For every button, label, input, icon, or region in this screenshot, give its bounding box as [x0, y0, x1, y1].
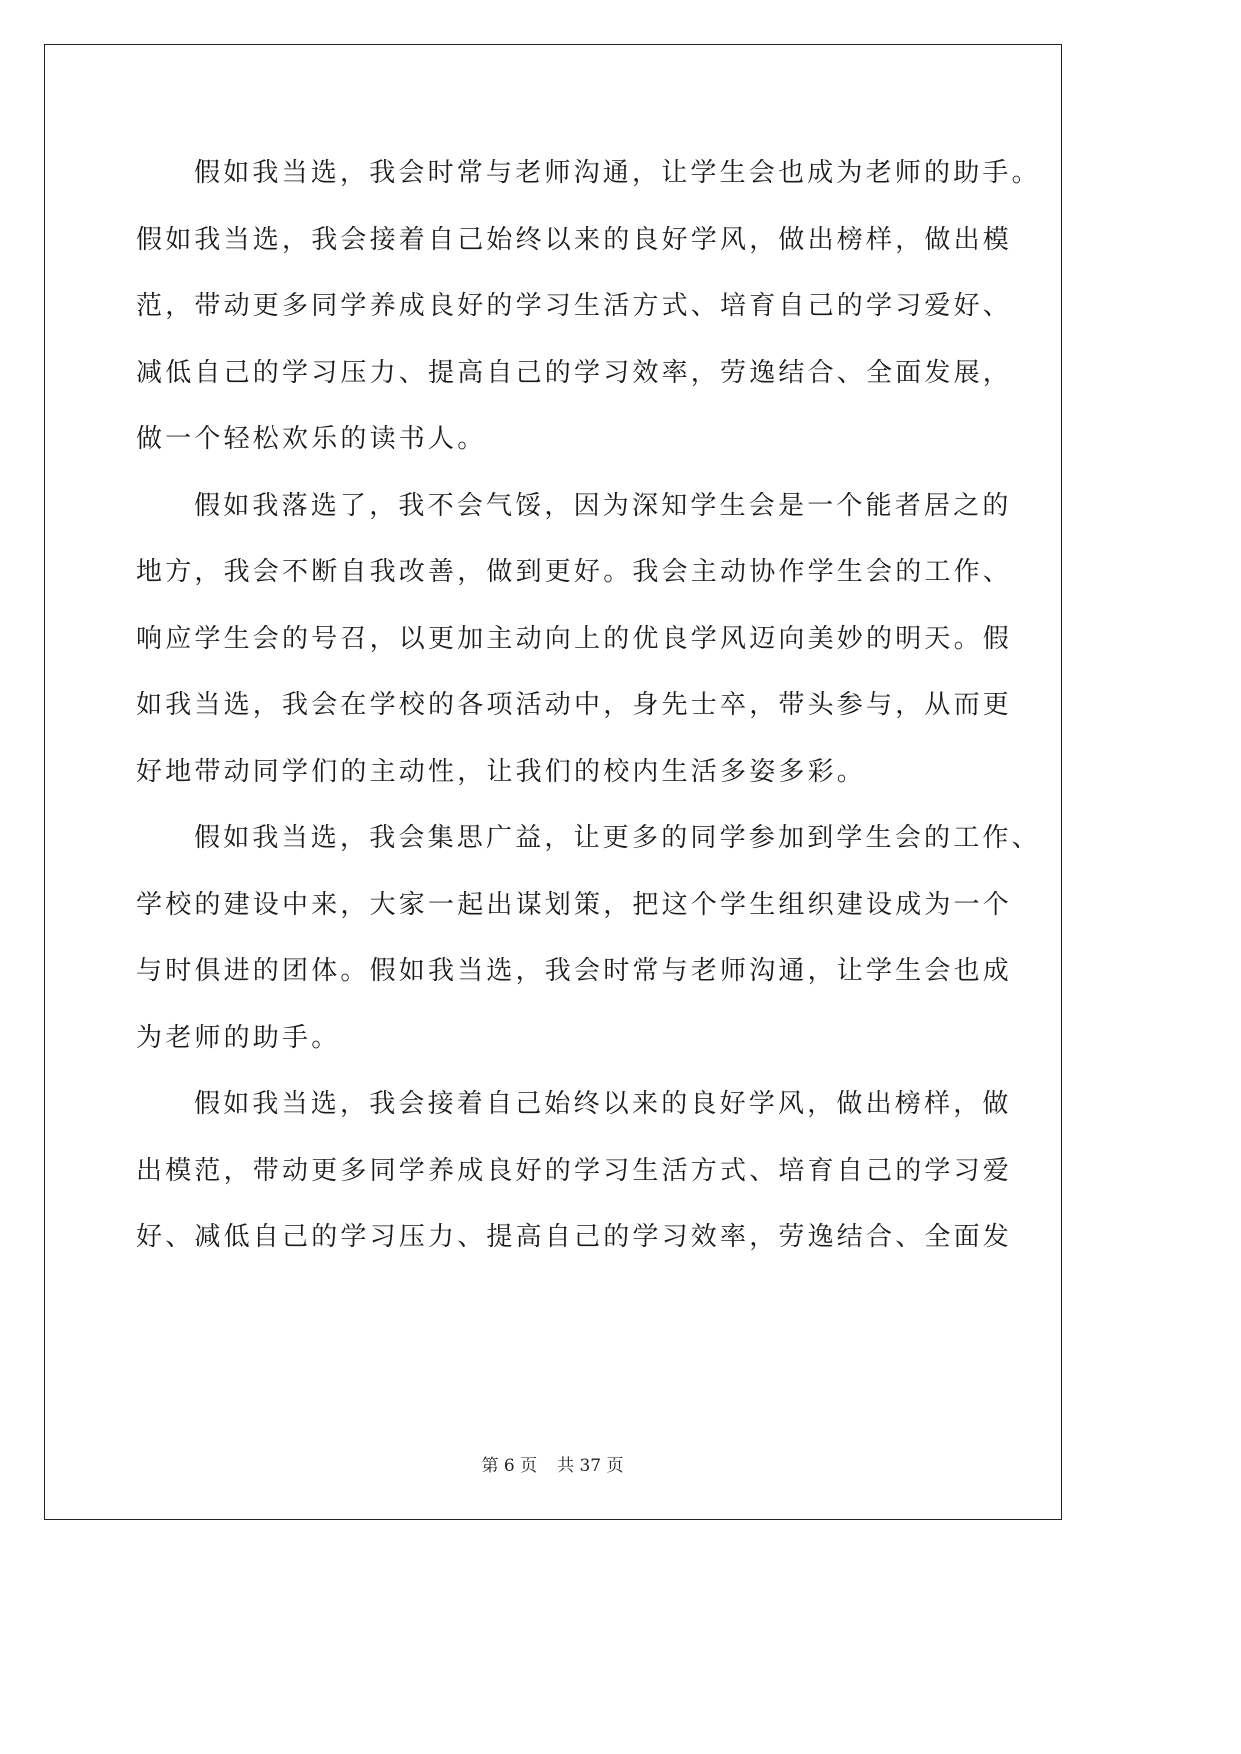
text-line: 减低自己的学习压力、提高自己的学习效率，劳逸结合、全面发展， [136, 357, 1013, 388]
text-line: 范，带动更多同学养成良好的学习生活方式、培育自己的学习爱好、 [136, 291, 1013, 321]
page-footer [0, 1451, 1105, 1476]
text-line: 如我当选，我会在学校的各项活动中，身先士卒，带头参与，从而更 [136, 690, 1013, 720]
text-line: 假如我落选了，我不会气馁，因为深知学生会是一个能者居之的 [194, 490, 1012, 521]
text-line: 假如我当选，我会集思广益，让更多的同学参加到学生会的工作、 [194, 823, 1041, 853]
text-line: 与时俱进的团体。假如我当选，我会时常与老师沟通，让学生会也成 [136, 956, 1013, 986]
text-line: 好、减低自己的学习压力、提高自己的学习效率，劳逸结合、全面发 [136, 1222, 1013, 1252]
text-line: 地方，我会不断自我改善，做到更好。我会主动协作学生会的工作、 [136, 557, 1013, 587]
text-line: 学校的建设中来，大家一起出谋划策，把这个学生组织建设成为一个 [136, 889, 1013, 920]
text-line: 好地带动同学们的主动性，让我们的校内生活多姿多彩。 [136, 756, 867, 787]
text-line: 响应学生会的号召，以更加主动向上的优良学风迈向美妙的明天。假 [136, 623, 1013, 654]
document-body [136, 140, 1041, 1271]
text-line: 为老师的助手。 [136, 1022, 341, 1053]
text-line: 做一个轻松欢乐的读书人。 [136, 424, 487, 454]
page-number: 第 6 页 [481, 1456, 538, 1476]
text-line: 假如我当选，我会时常与老师沟通，让学生会也成为老师的助手。 [194, 158, 1041, 188]
text-line: 假如我当选，我会接着自己始终以来的良好学风，做出榜样，做 [194, 1089, 1012, 1119]
page-total: 共 37 页 [557, 1456, 624, 1476]
text-line: 假如我当选，我会接着自己始终以来的良好学风，做出榜样，做出模 [136, 224, 1013, 255]
text-line: 出模范，带动更多同学养成良好的学习生活方式、培育自己的学习爱 [136, 1155, 1013, 1186]
